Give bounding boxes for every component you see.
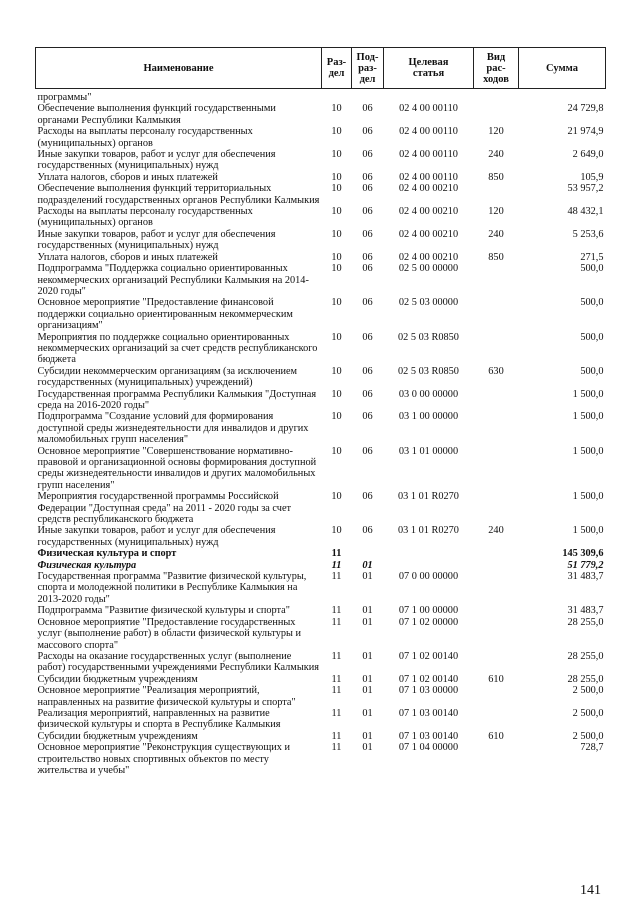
row-vid bbox=[474, 571, 519, 605]
row-podrazdel: 06 bbox=[362, 228, 373, 240]
table-row bbox=[36, 263, 606, 297]
row-celevaya: 07 1 00 00000 bbox=[398, 605, 459, 617]
row-name: Физическая культура bbox=[37, 559, 137, 571]
header-vid: Вид рас- ходов bbox=[474, 48, 519, 89]
row-vid bbox=[474, 548, 519, 559]
row-podrazdel: 06 bbox=[362, 126, 373, 138]
row-vid bbox=[474, 742, 519, 776]
table-row bbox=[36, 491, 606, 525]
table-row bbox=[36, 731, 606, 742]
row-razdel: 10 bbox=[331, 171, 342, 183]
row-vid bbox=[474, 491, 519, 525]
row-razdel: 10 bbox=[331, 103, 342, 115]
row-summa: 500,0 bbox=[580, 331, 604, 343]
table-row bbox=[36, 674, 606, 685]
row-razdel: 11 bbox=[331, 605, 342, 617]
table-row bbox=[36, 651, 606, 674]
table-row bbox=[36, 297, 606, 331]
row-podrazdel: 06 bbox=[362, 171, 373, 183]
row-name: Уплата налогов, сборов и иных платежей bbox=[37, 251, 218, 263]
row-podrazdel: 01 bbox=[362, 685, 373, 697]
row-podrazdel: 06 bbox=[362, 491, 373, 503]
row-podrazdel: 06 bbox=[362, 411, 373, 423]
row-name: Иные закупки товаров, работ и услуг для обеспечения государственных (муниципальных) нужд bbox=[37, 525, 276, 548]
row-vid bbox=[474, 389, 519, 412]
row-vid: 630 bbox=[488, 365, 504, 377]
row-vid bbox=[474, 560, 519, 571]
row-celevaya: 02 5 00 00000 bbox=[398, 263, 459, 275]
row-name: Субсидии бюджетным учреждениям bbox=[37, 730, 198, 742]
row-celevaya: 03 1 00 00000 bbox=[398, 411, 459, 423]
row-vid: 240 bbox=[488, 228, 504, 240]
table-row bbox=[36, 605, 606, 616]
table-row bbox=[36, 126, 606, 149]
row-summa: 1 500,0 bbox=[572, 445, 604, 457]
row-razdel: 10 bbox=[331, 525, 342, 537]
row-celevaya: 02 5 03 R0850 bbox=[398, 365, 459, 377]
row-summa: 5 253,6 bbox=[572, 228, 604, 240]
table-row bbox=[36, 172, 606, 183]
row-name: Физическая культура и спорт bbox=[37, 548, 177, 560]
row-summa: 500,0 bbox=[580, 365, 604, 377]
row-razdel: 11 bbox=[331, 673, 342, 685]
row-summa: 1 500,0 bbox=[572, 491, 604, 503]
row-vid: 850 bbox=[488, 171, 504, 183]
table-row bbox=[36, 389, 606, 412]
table-row bbox=[36, 708, 606, 731]
row-celevaya: 07 1 04 00000 bbox=[398, 742, 459, 754]
table-row bbox=[36, 742, 606, 776]
table-row bbox=[36, 525, 606, 548]
table-row bbox=[36, 149, 606, 172]
row-summa: 2 500,0 bbox=[572, 730, 604, 742]
row-vid bbox=[474, 651, 519, 674]
row-name: Подпрограмма "Поддержка социально ориентированных некоммерческих организаций Республики Калмыкия на 2014-2020 годы" bbox=[37, 263, 309, 297]
table-row bbox=[36, 411, 606, 445]
row-razdel: 10 bbox=[331, 411, 342, 423]
row-summa bbox=[519, 89, 606, 104]
header-podrazdel: Под- раз- дел bbox=[352, 48, 384, 89]
row-razdel: 11 bbox=[331, 616, 342, 628]
table-row bbox=[36, 332, 606, 366]
row-podrazdel: 01 bbox=[362, 707, 373, 719]
row-podrazdel: 06 bbox=[362, 331, 373, 343]
row-podrazdel: 06 bbox=[362, 103, 373, 115]
table-row bbox=[36, 560, 606, 571]
table-row bbox=[36, 571, 606, 605]
row-vid: 120 bbox=[488, 126, 504, 138]
row-name: Уплата налогов, сборов и иных платежей bbox=[37, 171, 218, 183]
row-razdel: 10 bbox=[331, 251, 342, 263]
header-razdel: Раз- дел bbox=[322, 48, 352, 89]
row-name: Обеспечение выполнения функций территориальных подразделений государственных органов Республики Калмыкия bbox=[37, 183, 320, 206]
row-summa: 53 957,2 bbox=[567, 183, 604, 195]
row-celevaya: 02 4 00 00210 bbox=[398, 251, 459, 263]
row-razdel: 10 bbox=[331, 388, 342, 400]
row-celevaya bbox=[384, 89, 474, 104]
table-row bbox=[36, 366, 606, 389]
row-podrazdel: 01 bbox=[362, 571, 373, 583]
row-summa: 2 500,0 bbox=[572, 707, 604, 719]
row-vid bbox=[474, 263, 519, 297]
row-celevaya bbox=[384, 560, 474, 571]
row-vid: 610 bbox=[488, 730, 504, 742]
row-podrazdel: 01 bbox=[362, 559, 373, 571]
row-podrazdel: 06 bbox=[362, 388, 373, 400]
row-celevaya: 03 0 00 00000 bbox=[398, 388, 459, 400]
row-vid bbox=[474, 183, 519, 206]
row-name: Обеспечение выполнения функций государственными органами Республики Калмыкия bbox=[37, 103, 276, 126]
row-vid bbox=[474, 332, 519, 366]
row-summa: 28 255,0 bbox=[567, 673, 604, 685]
row-summa: 105,9 bbox=[580, 171, 604, 183]
row-name: Основное мероприятие "Реализация мероприятий, направленных на развитие физической культуры и спорта" bbox=[37, 685, 296, 708]
row-vid bbox=[474, 297, 519, 331]
header-celevaya: Целевая статья bbox=[384, 48, 474, 89]
row-razdel: 11 bbox=[331, 571, 342, 583]
row-name: программы" bbox=[37, 92, 92, 103]
row-razdel: 10 bbox=[331, 365, 342, 377]
row-name: Основное мероприятие "Предоставление финансовой поддержки социально ориентированным некоммерческим организациям" bbox=[37, 297, 293, 332]
row-summa: 500,0 bbox=[580, 297, 604, 309]
row-podrazdel: 01 bbox=[362, 673, 373, 685]
row-razdel: 10 bbox=[331, 297, 342, 309]
row-razdel: 10 bbox=[331, 228, 342, 240]
row-summa: 51 779,2 bbox=[567, 559, 604, 571]
row-podrazdel: 06 bbox=[362, 263, 373, 275]
row-summa: 31 483,7 bbox=[567, 571, 604, 583]
row-razdel: 11 bbox=[331, 742, 342, 754]
row-summa: 271,5 bbox=[580, 251, 604, 263]
row-name: Субсидии некоммерческим организациям (за исключением государственных (муниципальных) учреждений) bbox=[37, 365, 298, 389]
table-row bbox=[36, 229, 606, 252]
row-podrazdel: 06 bbox=[362, 206, 373, 218]
row-name: Подпрограмма "Развитие физической культуры и спорта" bbox=[37, 605, 290, 617]
row-summa: 145 309,6 bbox=[562, 548, 604, 560]
row-celevaya: 02 4 00 00210 bbox=[398, 206, 459, 218]
row-name: Реализация мероприятий, направленных на развитие физической культуры и спорта в Республике Калмыкия bbox=[37, 707, 281, 731]
row-celevaya: 02 4 00 00210 bbox=[398, 228, 459, 240]
row-podrazdel: 06 bbox=[362, 149, 373, 161]
row-razdel: 10 bbox=[331, 445, 342, 457]
row-celevaya: 02 5 03 00000 bbox=[398, 297, 459, 309]
row-summa: 1 500,0 bbox=[572, 525, 604, 537]
table-row bbox=[36, 617, 606, 651]
row-name: Подпрограмма "Создание условий для формирования доступной среды жизнедеятельности для инвалидов и других маломобильных групп населения" bbox=[37, 411, 309, 446]
row-vid bbox=[474, 708, 519, 731]
row-vid bbox=[474, 103, 519, 126]
row-celevaya: 03 1 01 R0270 bbox=[398, 491, 459, 503]
table-row bbox=[36, 89, 606, 104]
row-razdel: 10 bbox=[331, 206, 342, 218]
row-razdel bbox=[322, 89, 352, 104]
row-summa: 21 974,9 bbox=[567, 126, 604, 138]
row-podrazdel: 01 bbox=[362, 605, 373, 617]
row-celevaya: 03 1 01 00000 bbox=[398, 445, 459, 457]
row-summa: 2 500,0 bbox=[572, 685, 604, 697]
row-name: Основное мероприятие "Совершенствование нормативно-правовой и организационной основы формирования доступной среды жизнедеятельности инвалидов и других маломобильных групп населения" bbox=[37, 445, 317, 491]
row-podrazdel: 06 bbox=[362, 297, 373, 309]
row-razdel: 11 bbox=[331, 650, 342, 662]
row-summa: 31 483,7 bbox=[567, 605, 604, 617]
page-number: 141 bbox=[580, 883, 601, 898]
row-vid bbox=[474, 605, 519, 616]
row-celevaya: 02 4 00 00110 bbox=[399, 126, 458, 138]
table-header-row bbox=[36, 48, 606, 89]
row-summa: 24 729,8 bbox=[567, 103, 604, 115]
row-celevaya bbox=[384, 548, 474, 559]
table-row bbox=[36, 685, 606, 708]
row-podrazdel: 06 bbox=[362, 365, 373, 377]
row-celevaya: 07 1 03 00140 bbox=[398, 730, 459, 742]
row-vid bbox=[474, 411, 519, 445]
table-row bbox=[36, 206, 606, 229]
row-razdel: 10 bbox=[331, 149, 342, 161]
row-summa: 1 500,0 bbox=[572, 411, 604, 423]
row-podrazdel: 01 bbox=[362, 650, 373, 662]
row-summa: 28 255,0 bbox=[567, 650, 604, 662]
row-name: Основное мероприятие "Реконструкция существующих и строительство новых спортивных объектов по месту жительства и учебы" bbox=[37, 742, 291, 776]
row-celevaya: 07 1 03 00140 bbox=[398, 707, 459, 719]
row-summa: 500,0 bbox=[580, 263, 604, 275]
row-vid: 240 bbox=[488, 149, 504, 161]
row-vid bbox=[474, 617, 519, 651]
row-name: Расходы на оказание государственных услуг (выполнение работ) государственными учреждениями Республики Калмыкия bbox=[37, 650, 319, 674]
table-row bbox=[36, 548, 606, 559]
row-podrazdel: 06 bbox=[362, 251, 373, 263]
table-row bbox=[36, 183, 606, 206]
row-podrazdel bbox=[352, 89, 384, 104]
row-podrazdel: 01 bbox=[362, 616, 373, 628]
row-razdel: 10 bbox=[331, 126, 342, 138]
row-razdel: 11 bbox=[331, 548, 342, 560]
row-celevaya: 02 4 00 00110 bbox=[399, 149, 458, 161]
header-name: Наименование bbox=[36, 48, 322, 89]
row-name: Основное мероприятие "Предоставление государственных услуг (выполнение работ) в области физической культуры и массового спорта" bbox=[37, 616, 302, 651]
row-podrazdel: 06 bbox=[362, 445, 373, 457]
row-vid bbox=[474, 446, 519, 492]
row-celevaya: 02 4 00 00110 bbox=[399, 103, 458, 115]
row-razdel: 10 bbox=[331, 263, 342, 275]
row-name: Мероприятия по поддержке социально ориентированных некоммерческих организаций за счет средств республиканского бюджета bbox=[37, 331, 318, 366]
row-vid: 850 bbox=[488, 251, 504, 263]
row-celevaya: 02 5 03 R0850 bbox=[398, 331, 459, 343]
row-razdel: 11 bbox=[331, 707, 342, 719]
row-name: Субсидии бюджетным учреждениям bbox=[37, 673, 198, 685]
row-celevaya: 02 4 00 00210 bbox=[398, 183, 459, 195]
row-podrazdel: 01 bbox=[362, 742, 373, 754]
row-name: Иные закупки товаров, работ и услуг для обеспечения государственных (муниципальных) нужд bbox=[37, 228, 276, 252]
row-podrazdel: 01 bbox=[362, 730, 373, 742]
budget-table bbox=[35, 47, 606, 776]
row-name: Государственная программа Республики Калмыкия "Доступная среда на 2016-2020 годы" bbox=[37, 388, 317, 411]
row-vid bbox=[474, 685, 519, 708]
row-vid bbox=[474, 89, 519, 104]
row-razdel: 11 bbox=[331, 730, 342, 742]
row-vid: 610 bbox=[488, 673, 504, 685]
row-celevaya: 07 1 02 00140 bbox=[398, 650, 459, 662]
row-summa: 48 432,1 bbox=[567, 206, 604, 218]
row-razdel: 10 bbox=[331, 183, 342, 195]
row-vid: 120 bbox=[488, 206, 504, 218]
table-row bbox=[36, 103, 606, 126]
row-celevaya: 07 0 00 00000 bbox=[398, 571, 459, 583]
row-podrazdel: 06 bbox=[362, 183, 373, 195]
row-name: Расходы на выплаты персоналу государственных (муниципальных) органов bbox=[37, 126, 253, 149]
row-podrazdel: 06 bbox=[362, 525, 373, 537]
row-summa: 728,7 bbox=[580, 742, 604, 754]
row-vid: 240 bbox=[488, 525, 504, 537]
row-razdel: 11 bbox=[331, 559, 342, 571]
row-summa: 28 255,0 bbox=[567, 616, 604, 628]
row-celevaya: 03 1 01 R0270 bbox=[398, 525, 459, 537]
header-summa: Сумма bbox=[519, 48, 606, 89]
row-razdel: 11 bbox=[331, 685, 342, 697]
table-row bbox=[36, 446, 606, 492]
row-razdel: 10 bbox=[331, 491, 342, 503]
row-name: Иные закупки товаров, работ и услуг для обеспечения государственных (муниципальных) нужд bbox=[37, 149, 276, 172]
table-row bbox=[36, 252, 606, 263]
row-celevaya: 07 1 02 00140 bbox=[398, 673, 459, 685]
row-celevaya: 02 4 00 00110 bbox=[399, 171, 458, 183]
row-summa: 2 649,0 bbox=[572, 149, 604, 161]
row-celevaya: 07 1 02 00000 bbox=[398, 616, 459, 628]
row-name: Мероприятия государственной программы Российской Федерации "Доступная среда" на 2011 - 2020 годы за счет средств республиканского бюджета bbox=[37, 491, 292, 526]
row-summa: 1 500,0 bbox=[572, 388, 604, 400]
row-celevaya: 07 1 03 00000 bbox=[398, 685, 459, 697]
row-name: Государственная программа "Развитие физической культуры, спорта и молодежной политики в Республике Калмыкия на 2013-2020 годы" bbox=[37, 571, 307, 605]
row-razdel: 10 bbox=[331, 331, 342, 343]
row-podrazdel bbox=[352, 548, 384, 559]
row-name: Расходы на выплаты персоналу государственных (муниципальных) органов bbox=[37, 206, 253, 229]
